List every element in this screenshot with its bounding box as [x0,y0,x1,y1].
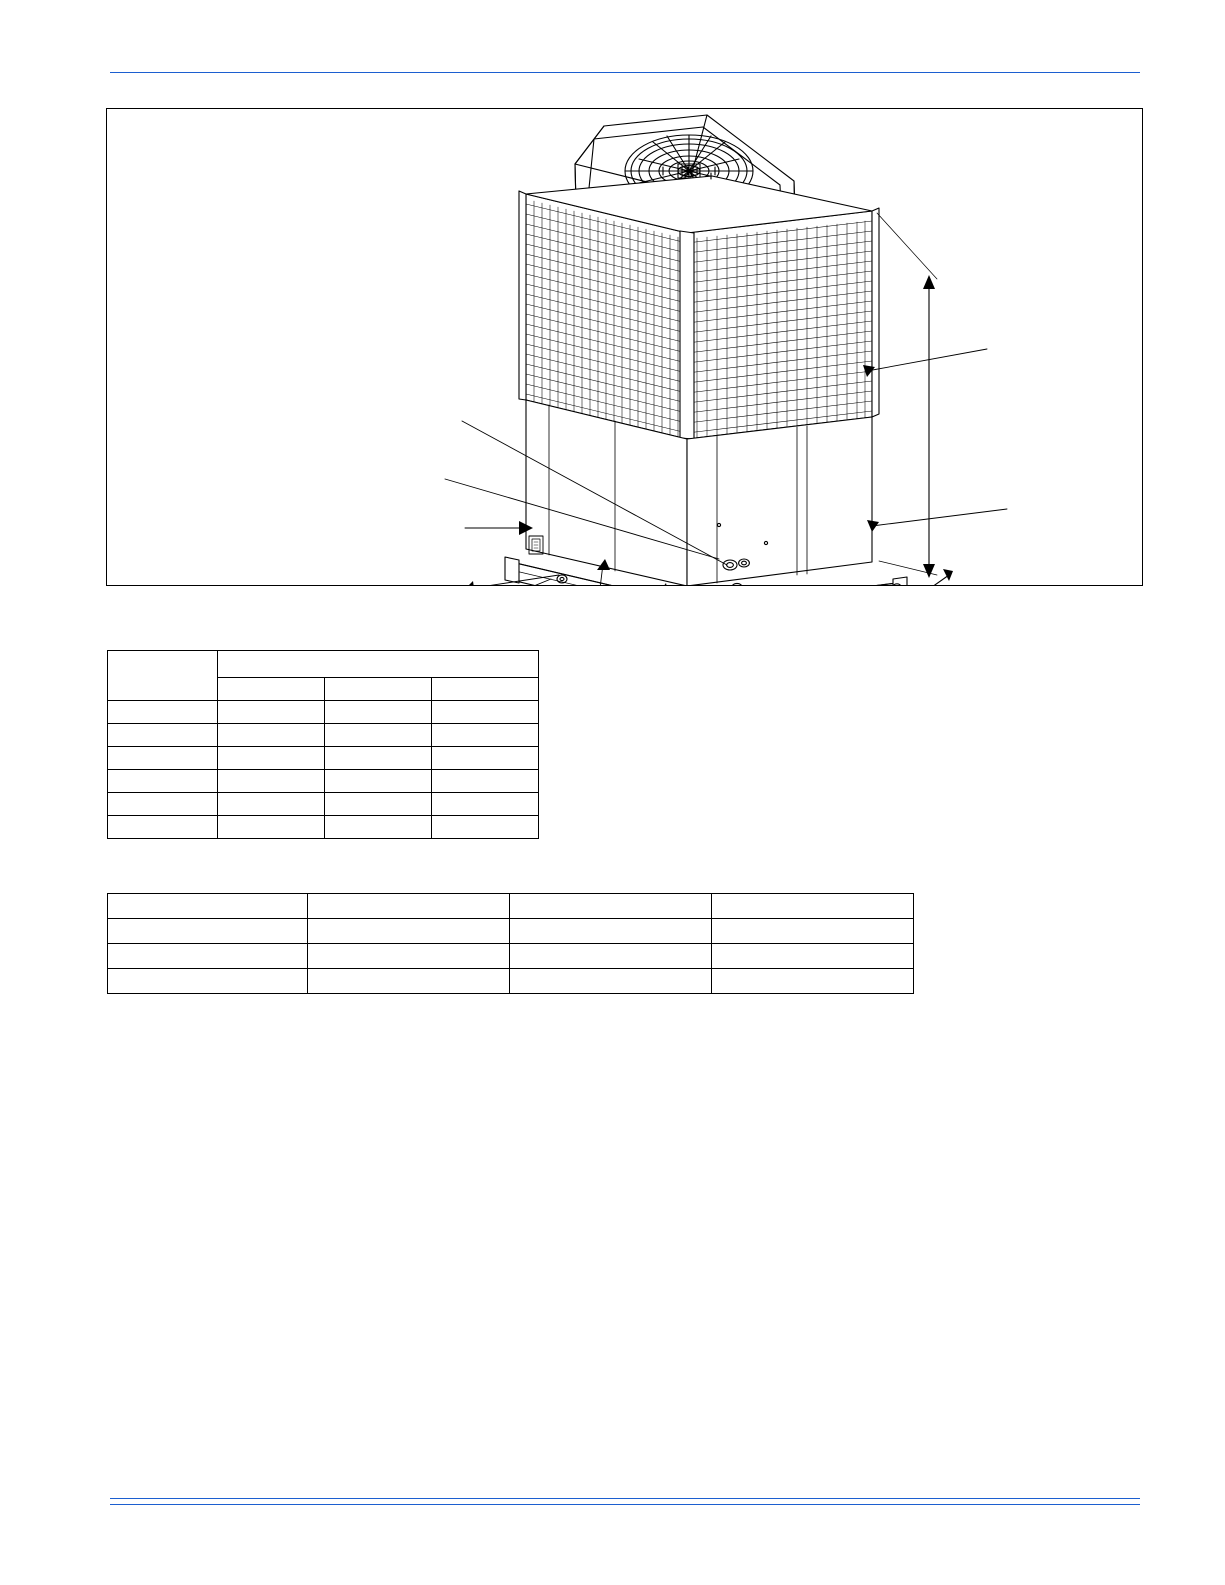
cell [108,724,218,747]
cell [325,770,432,793]
cell [510,944,712,969]
cell [108,793,218,816]
table-row [108,770,539,793]
cell [432,793,539,816]
table-row [108,724,539,747]
cell [432,770,539,793]
table-row [108,747,539,770]
table-row [108,944,914,969]
cell [218,701,325,724]
cell [108,701,218,724]
cell [308,919,510,944]
table-header-row [108,651,539,678]
cell [108,919,308,944]
cell [218,793,325,816]
cell [712,919,914,944]
cell [108,969,308,994]
table-row [108,919,914,944]
cell [432,724,539,747]
footer-rule-bottom [110,1504,1140,1505]
table-row [108,969,914,994]
cell [108,894,308,919]
header-col-2 [325,678,432,701]
cell [308,969,510,994]
cell [108,944,308,969]
table-row [108,701,539,724]
cell [510,919,712,944]
header-col-1 [218,678,325,701]
cell [325,747,432,770]
cell [432,747,539,770]
packaged-unit-drawing [107,109,1142,585]
cell [218,724,325,747]
cell [510,969,712,994]
clearance-table [107,893,914,994]
footer-rule-top [110,1498,1140,1499]
header-group-cell [218,651,539,678]
cell [218,747,325,770]
cell [432,701,539,724]
cell [308,894,510,919]
header-col-3 [432,678,539,701]
cell [218,816,325,839]
cell [325,816,432,839]
header-rule [110,72,1140,73]
cell [510,894,712,919]
figure-illustration-frame [106,108,1143,586]
table-row [108,793,539,816]
dimensions-table [107,650,539,839]
cell [308,944,510,969]
cell [325,701,432,724]
cell [712,944,914,969]
cell [712,894,914,919]
cell [218,770,325,793]
cell [432,816,539,839]
cell [108,816,218,839]
table-row [108,816,539,839]
cell [108,747,218,770]
header-corner-cell [108,651,218,701]
cell [712,969,914,994]
cell [325,724,432,747]
table-row [108,894,914,919]
cell [108,770,218,793]
cell [325,793,432,816]
